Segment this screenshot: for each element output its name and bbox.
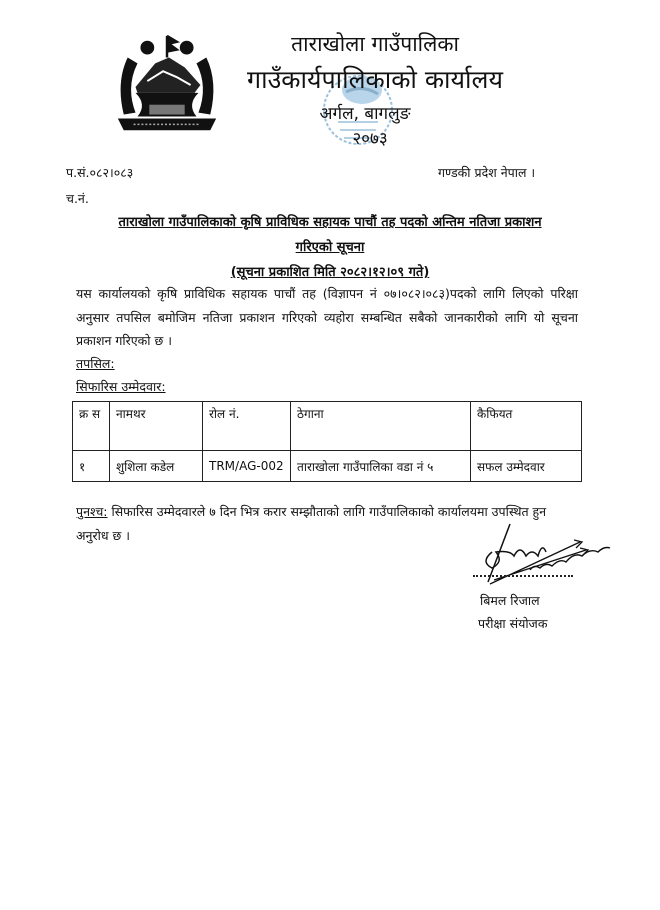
header-address: ठेगाना xyxy=(291,402,471,451)
reference-number: प.सं.०८२।०८३ xyxy=(66,165,134,180)
municipality-name: ताराखोला गाउँपालिका xyxy=(291,32,459,56)
cell-name: शुशिला कडेल xyxy=(110,451,203,482)
cell-remarks: सफल उम्मेदवार xyxy=(471,451,582,482)
header-roll-no: रोल नं. xyxy=(203,402,291,451)
province-label: गण्डकी प्रदेश नेपाल । xyxy=(438,165,536,180)
signature-line xyxy=(473,575,573,577)
postscript-label: पुनश्च: xyxy=(76,504,108,519)
dispatch-number: च.नं. xyxy=(66,191,89,206)
notice-title-continued: गरिएको सूचना xyxy=(295,240,365,255)
results-table xyxy=(72,401,582,482)
nepal-emblem-icon xyxy=(108,28,226,146)
postscript-text: सिफारिस उम्मेदवारले ७ दिन भित्र करार सम्झौताको लागि गाउँपालिकाको कार्यालयमा उपस्थित हुन अनुरोध छ । xyxy=(76,504,547,543)
header-remarks: कैफियत xyxy=(471,402,582,451)
office-name: गाउँकार्यपालिकाको कार्यालय xyxy=(247,65,503,94)
cell-roll-no: TRM/AG-002 xyxy=(203,451,291,482)
signatory-role: परीक्षा संयोजक xyxy=(478,616,548,631)
header-name: नामथर xyxy=(110,402,203,451)
notice-title: ताराखोला गाउँपालिकाको कृषि प्राविधिक सहायक पाचौं तह पदको अन्तिम नतिजा प्रकाशन xyxy=(118,215,542,230)
cell-address: ताराखोला गाउँपालिका वडा नं ५ xyxy=(291,451,471,482)
table-header-row xyxy=(73,402,582,451)
header-serial: क्र स xyxy=(73,402,110,451)
cell-serial: १ xyxy=(73,451,110,482)
table-row xyxy=(73,451,582,482)
established-year: २०७३ xyxy=(352,129,388,149)
handwritten-signature-icon xyxy=(470,522,620,594)
notice-body: यस कार्यालयको कृषि प्राविधिक सहायक पाचौं तह (विज्ञापन नं ०७।०८२।०८३)पदको लागि लिएको परिक्षा अनुसार तपसिल बमोजिम नतिजा प्रकाशन गरिएको व्यहोरा सम्बन्धित सबैको जानकारीको लागि यो सूचना प्रकाशन गरिएको छ । xyxy=(76,286,578,348)
details-label: तपसिल: xyxy=(76,356,115,371)
signatory-name: बिमल रिजाल xyxy=(480,593,540,608)
office-location: अर्गल, बागलुङ xyxy=(319,104,411,124)
recommended-candidate-label: सिफारिस उम्मेदवार: xyxy=(76,379,166,394)
notice-publish-date: (सूचना प्रकाशित मिति २०८२।१२।०९ गते) xyxy=(230,265,430,280)
